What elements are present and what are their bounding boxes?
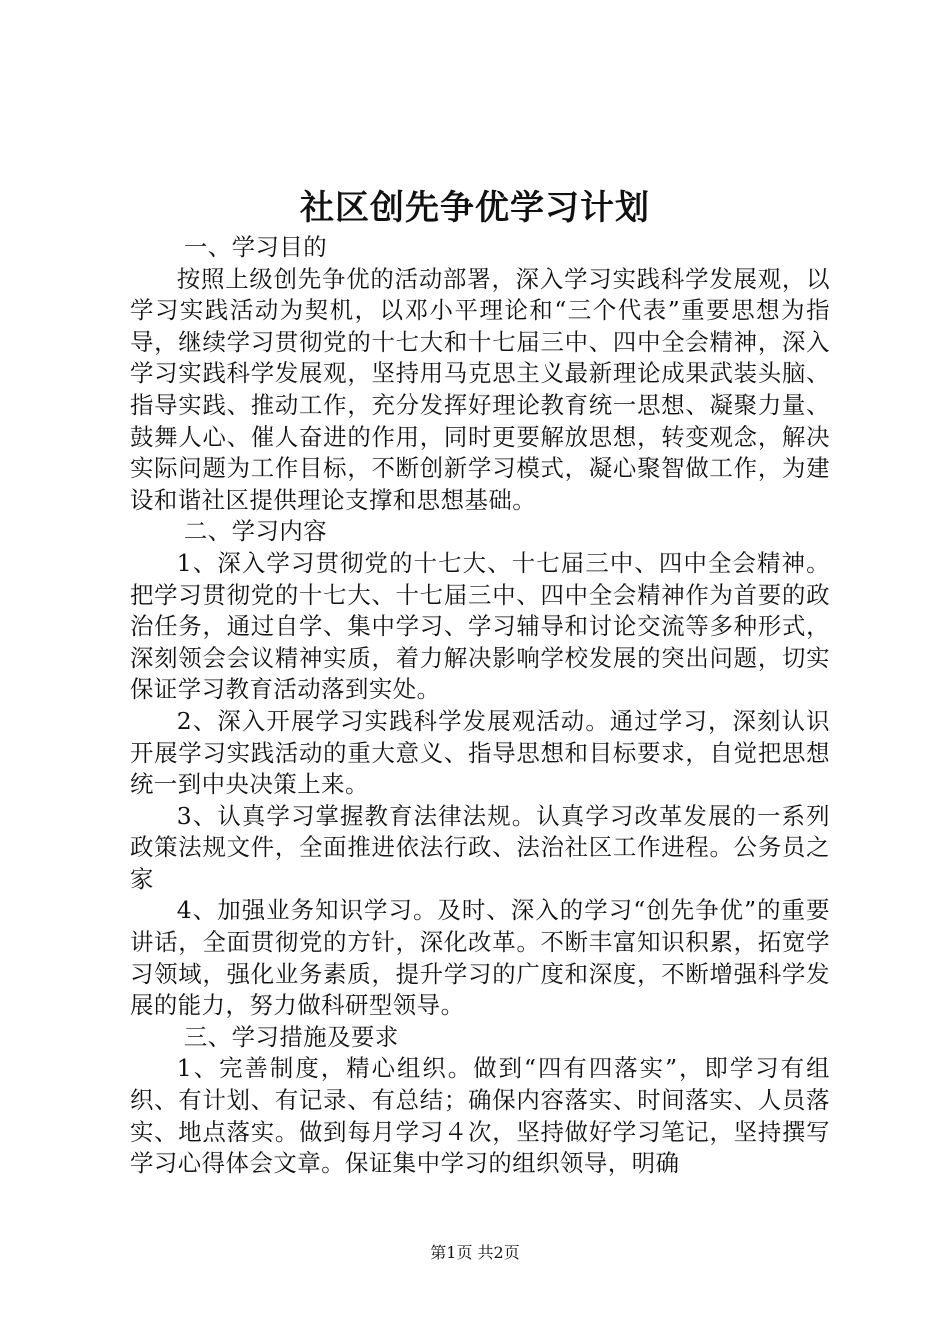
page-number-total: 共2页 bbox=[477, 1243, 520, 1262]
section-heading-purpose: 一、学习目的 bbox=[183, 233, 328, 261]
document-title: 社区创先争优学习计划 bbox=[300, 188, 650, 228]
paragraph-content-4: 4、加强业务知识学习。及时、深入的学习“创先争优”的重要讲话，全面贯彻党的方针，深化改革。不断丰富知识积累，拓宽学习领域，强化业务素质，提升学习的广度和深度，不断增强科学发展的能力，努力做科研型领导。 bbox=[130, 896, 830, 1020]
section-heading-measures: 三、学习措施及要求 bbox=[183, 1022, 399, 1051]
paragraph-measures-1: 1、完善制度，精心组织。做到“四有四落实”，即学习有组织、有计划、有记录、有总结；确保内容落实、时间落实、人员落实、地点落实。做到每月学习４次，坚持做好学习笔记，坚持撰写学习心得体会文章。保证集中学习的组织领导，明确 bbox=[130, 1054, 830, 1178]
paragraph-purpose: 按照上级创先争优的活动部署，深入学习实践科学发展观，以学习实践活动为契机，以邓小平理论和“三个代表”重要思想为指导，继续学习贯彻党的十七大和十七届三中、四中全会精神，深入学习实践科学发展观，坚持用马克思主义最新理论成果武装头脑、指导实践、推动工作，充分发挥好理论教育统一思想、凝聚力量、鼓舞人心、催人奋进的作用，同时更要解放思想，转变观念，解决实际问题为工作目标，不断创新学习模式，凝心聚智做工作，为建设和谐社区提供理论支撑和思想基础。 bbox=[130, 264, 830, 514]
paragraph-content-2: 2、深入开展学习实践科学发展观活动。通过学习，深刻认识开展学习实践活动的重大意义、指导思想和目标要求，自觉把思想统一到中央决策上来。 bbox=[130, 706, 830, 799]
page-number-current: 第1页 bbox=[430, 1243, 473, 1262]
document-body bbox=[130, 232, 830, 1180]
page-footer bbox=[0, 1242, 950, 1264]
paragraph-content-3: 3、认真学习掌握教育法律法规。认真学习改革发展的一系列政策法规文件，全面推进依法行政、法治社区工作进程。公务员之家 bbox=[130, 801, 830, 893]
paragraph-content-1: 1、深入学习贯彻党的十七大、十七届三中、四中全会精神。把学习贯彻党的十七大、十七届三中、四中全会精神作为首要的政治任务，通过自学、集中学习、学习辅导和讨论交流等多种形式，深刻领会会议精神实质，着力解决影响学校发展的突出问题，切实保证学习教育活动落到实处。 bbox=[130, 548, 830, 704]
section-heading-content: 二、学习内容 bbox=[183, 517, 328, 546]
